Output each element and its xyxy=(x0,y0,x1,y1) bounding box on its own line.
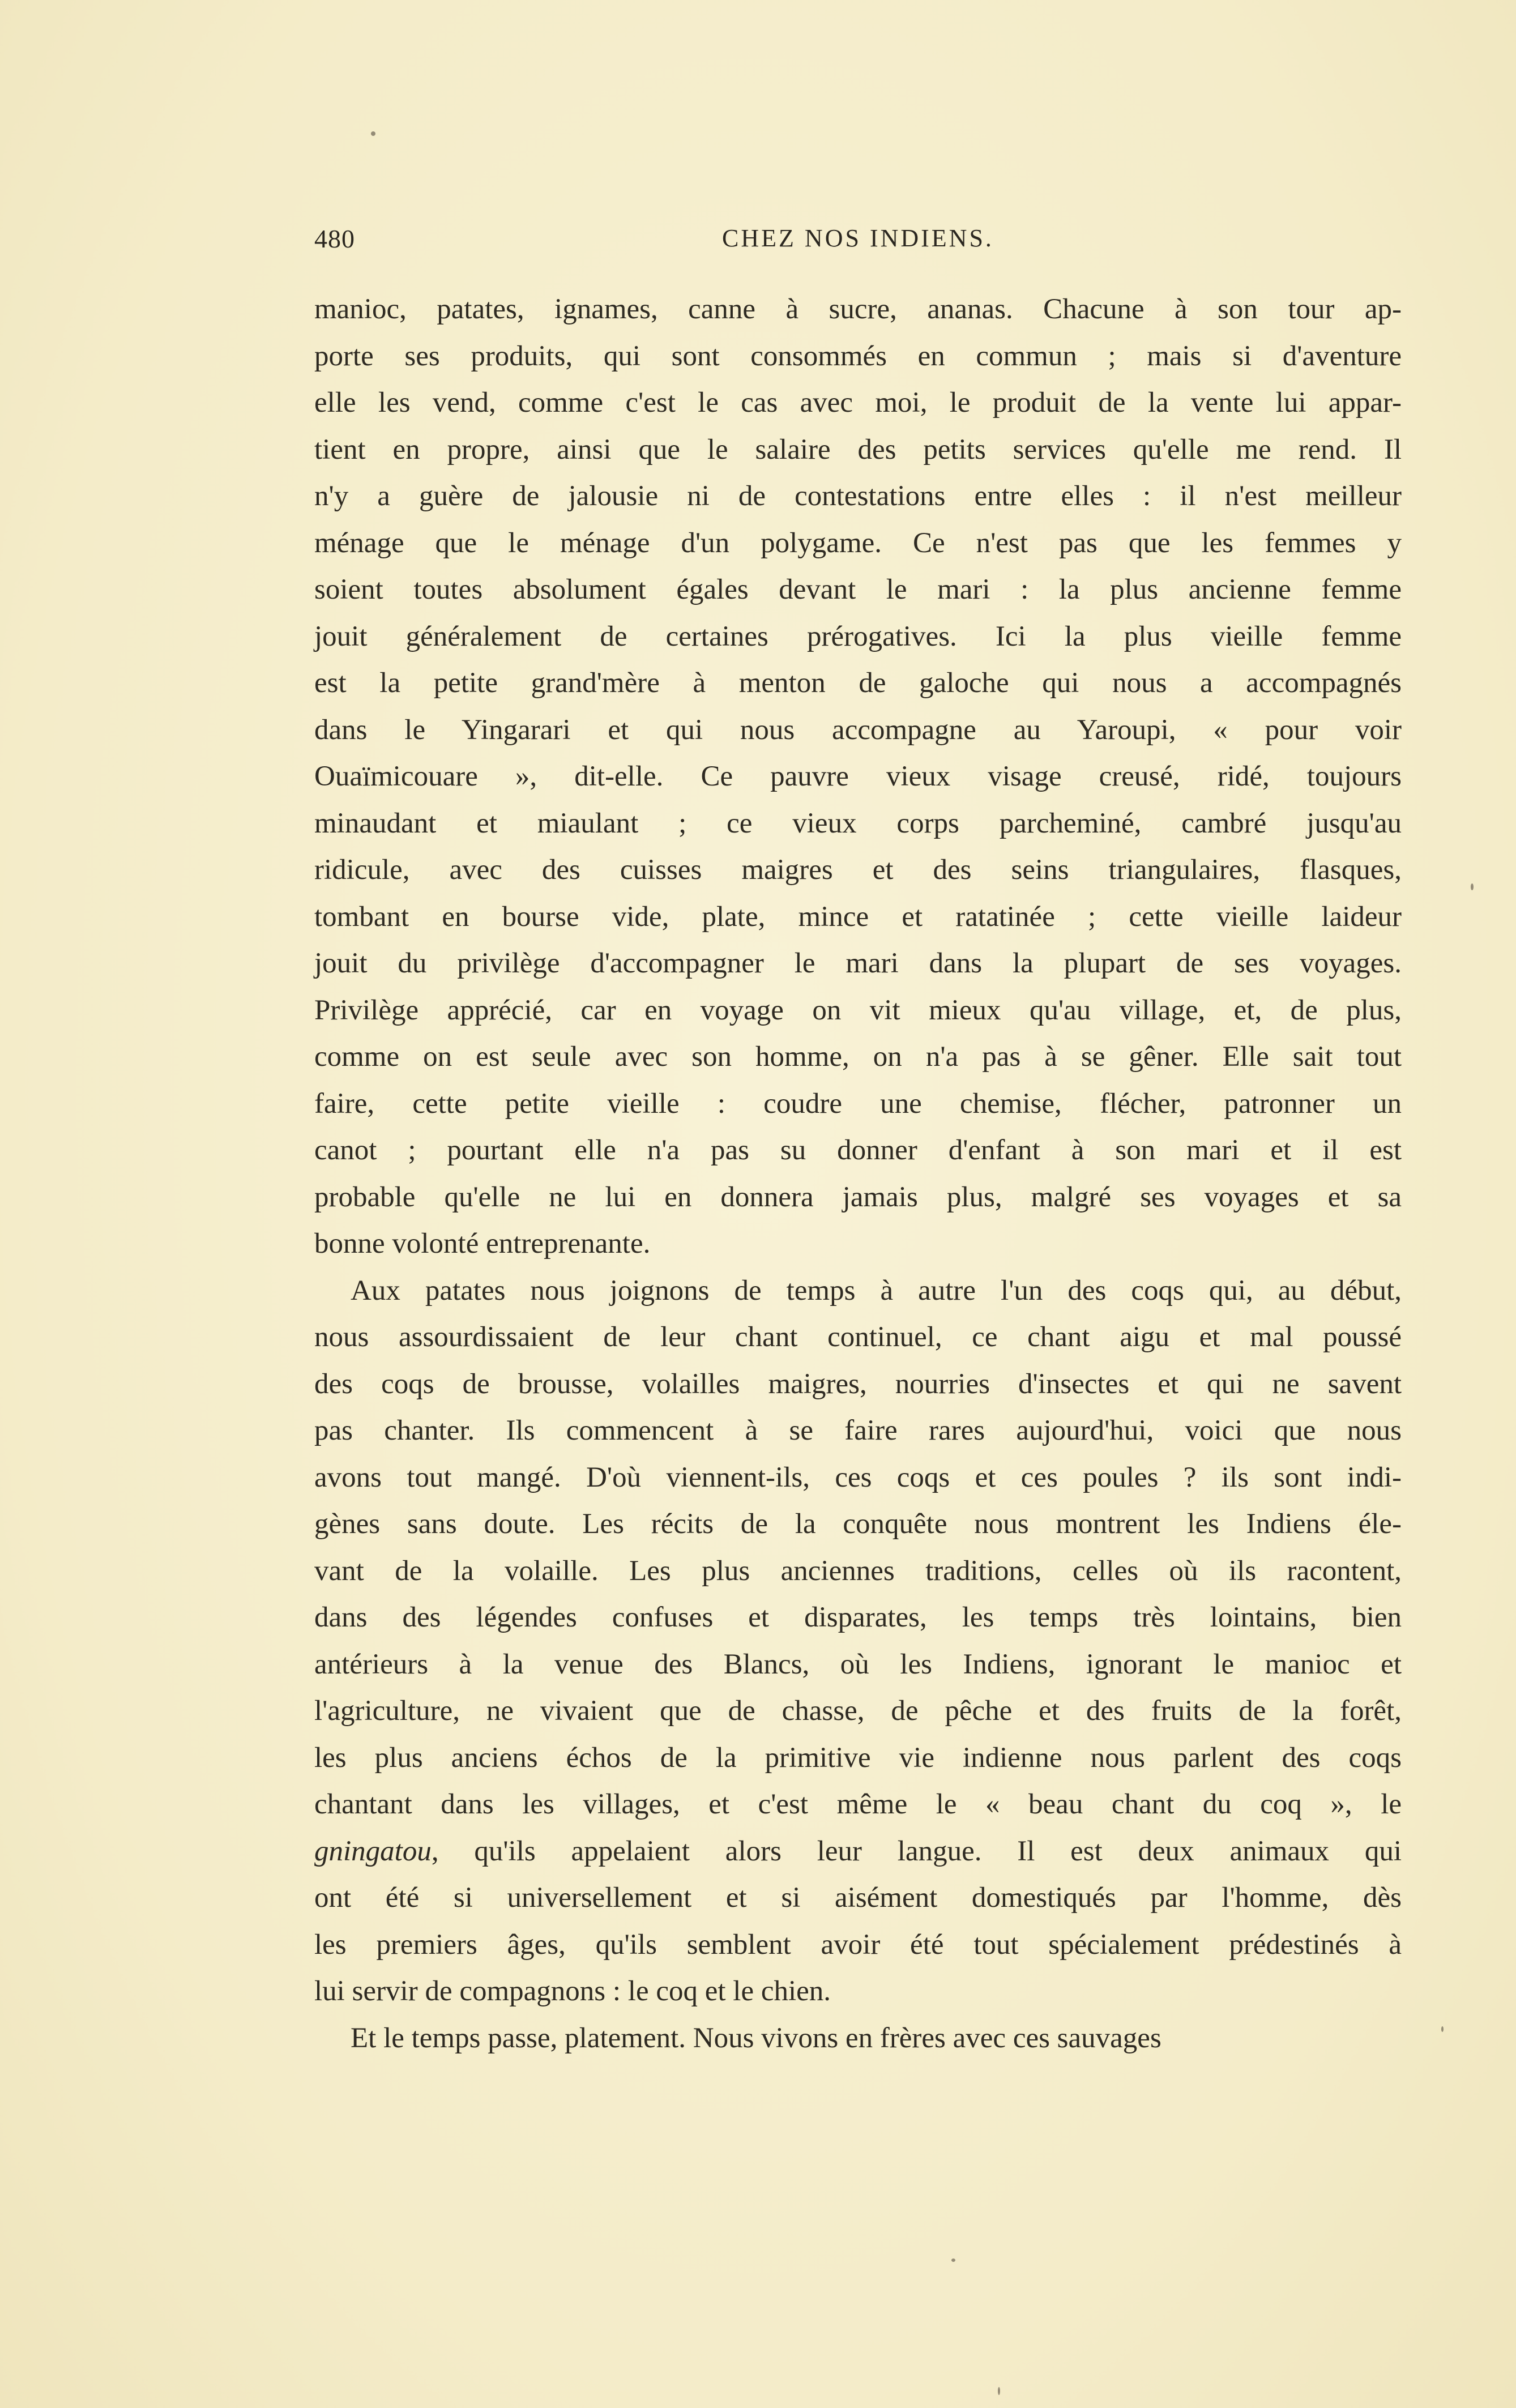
paragraph xyxy=(314,286,1402,1267)
paper-speck xyxy=(998,2387,1000,2395)
text-line: est la petite grand'mère à menton de galoche qui nous a accompagnés xyxy=(314,667,1402,699)
text-line: gènes sans doute. Les récits de la conquête nous montrent les Indiens éle- xyxy=(314,1508,1402,1540)
text-line: nous assourdissaient de leur chant continuel, ce chant aigu et mal poussé xyxy=(314,1321,1402,1353)
text-line: les plus anciens échos de la primitive vie indienne nous parlent des coqs xyxy=(314,1741,1402,1774)
paper-speck xyxy=(951,2258,955,2262)
paper-speck xyxy=(1471,883,1474,890)
text-line: gningatou, qu'ils appelaient alors leur langue. Il est deux animaux qui xyxy=(314,1835,1402,1867)
text-line: comme on est seule avec son homme, on n'a pas à se gêner. Elle sait tout xyxy=(314,1041,1402,1073)
text-line: ridicule, avec des cuisses maigres et des seins triangulaires, flasques, xyxy=(314,854,1402,886)
italic-term: gningatou xyxy=(314,1835,432,1867)
text-line: canot ; pourtant elle n'a pas su donner d'enfant à son mari et il est xyxy=(314,1134,1402,1166)
text-line: tombant en bourse vide, plate, mince et ratatinée ; cette vieille laideur xyxy=(314,900,1402,933)
text-line: Ouaïmicouare », dit-elle. Ce pauvre vieux visage creusé, ridé, toujours xyxy=(314,761,1402,792)
page-header xyxy=(314,224,1402,263)
text-line: jouit généralement de certaines prérogatives. Ici la plus vieille femme xyxy=(314,620,1402,652)
text-line: dans des légendes confuses et disparates, les temps très lointains, bien xyxy=(314,1602,1402,1633)
text-line: antérieurs à la venue des Blancs, où les Indiens, ignorant le manioc et xyxy=(314,1648,1402,1680)
paragraph xyxy=(314,1267,1402,2015)
body-text xyxy=(314,286,1402,2061)
text-line: dans le Yingarari et qui nous accompagne au Yaroupi, « pour voir xyxy=(314,714,1402,746)
paragraph xyxy=(314,2015,1402,2062)
text-line: Et le temps passe, platement. Nous vivons en frères avec ces sauvages xyxy=(351,2022,1161,2054)
text-line: elle les vend, comme c'est le cas avec moi, le produit de la vente lui appar- xyxy=(314,387,1402,419)
text-line: les premiers âges, qu'ils semblent avoir été tout spécialement prédestinés à xyxy=(314,1928,1402,1961)
text-line: porte ses produits, qui sont consommés en commun ; mais si d'aventure xyxy=(314,340,1402,372)
page-number: 480 xyxy=(314,224,355,253)
paper-speck xyxy=(1441,2026,1444,2032)
text-line: Aux patates nous joignons de temps à autre l'un des coqs qui, au début, xyxy=(351,1274,1402,1307)
text-line: n'y a guère de jalousie ni de contestations entre elles : il n'est meilleur xyxy=(314,480,1402,512)
text-line: faire, cette petite vieille : coudre une chemise, flécher, patronner un xyxy=(314,1087,1402,1120)
text-line: pas chanter. Ils commencent à se faire rares aujourd'hui, voici que nous xyxy=(314,1415,1402,1446)
text-line: manioc, patates, ignames, canne à sucre, ananas. Chacune à son tour ap- xyxy=(314,293,1402,325)
paper-speck xyxy=(371,131,375,136)
text-line: l'agriculture, ne vivaient que de chasse, de pêche et des fruits de la forêt, xyxy=(314,1695,1402,1727)
text-line: ménage que le ménage d'un polygame. Ce n'est pas que les femmes y xyxy=(314,527,1402,559)
text-line: lui servir de compagnons : le coq et le chien. xyxy=(314,1975,831,2007)
text-line: chantant dans les villages, et c'est même le « beau chant du coq », le xyxy=(314,1788,1402,1820)
text-line: bonne volonté entreprenante. xyxy=(314,1228,651,1259)
running-head: CHEZ NOS INDIENS. xyxy=(722,224,994,252)
text-line: probable qu'elle ne lui en donnera jamais plus, malgré ses voyages et sa xyxy=(314,1181,1402,1213)
text-line: Privilège apprécié, car en voyage on vit mieux qu'au village, et, de plus, xyxy=(314,994,1402,1026)
text-line: vant de la volaille. Les plus anciennes traditions, celles où ils racontent, xyxy=(314,1555,1402,1587)
text-line: minaudant et miaulant ; ce vieux corps parcheminé, cambré jusqu'au xyxy=(314,807,1402,839)
text-line: soient toutes absolument égales devant le mari : la plus ancienne femme xyxy=(314,574,1402,605)
text-line: tient en propre, ainsi que le salaire des petits services qu'elle me rend. Il xyxy=(314,433,1402,466)
text-line: avons tout mangé. D'où viennent-ils, ces coqs et ces poules ? ils sont indi- xyxy=(314,1461,1402,1493)
text-line: des coqs de brousse, volailles maigres, nourries d'insectes et qui ne savent xyxy=(314,1368,1402,1400)
text-line: jouit du privilège d'accompagner le mari dans la plupart de ses voyages. xyxy=(314,947,1402,979)
text-line: ont été si universellement et si aisément domestiqués par l'homme, dès xyxy=(314,1882,1402,1914)
